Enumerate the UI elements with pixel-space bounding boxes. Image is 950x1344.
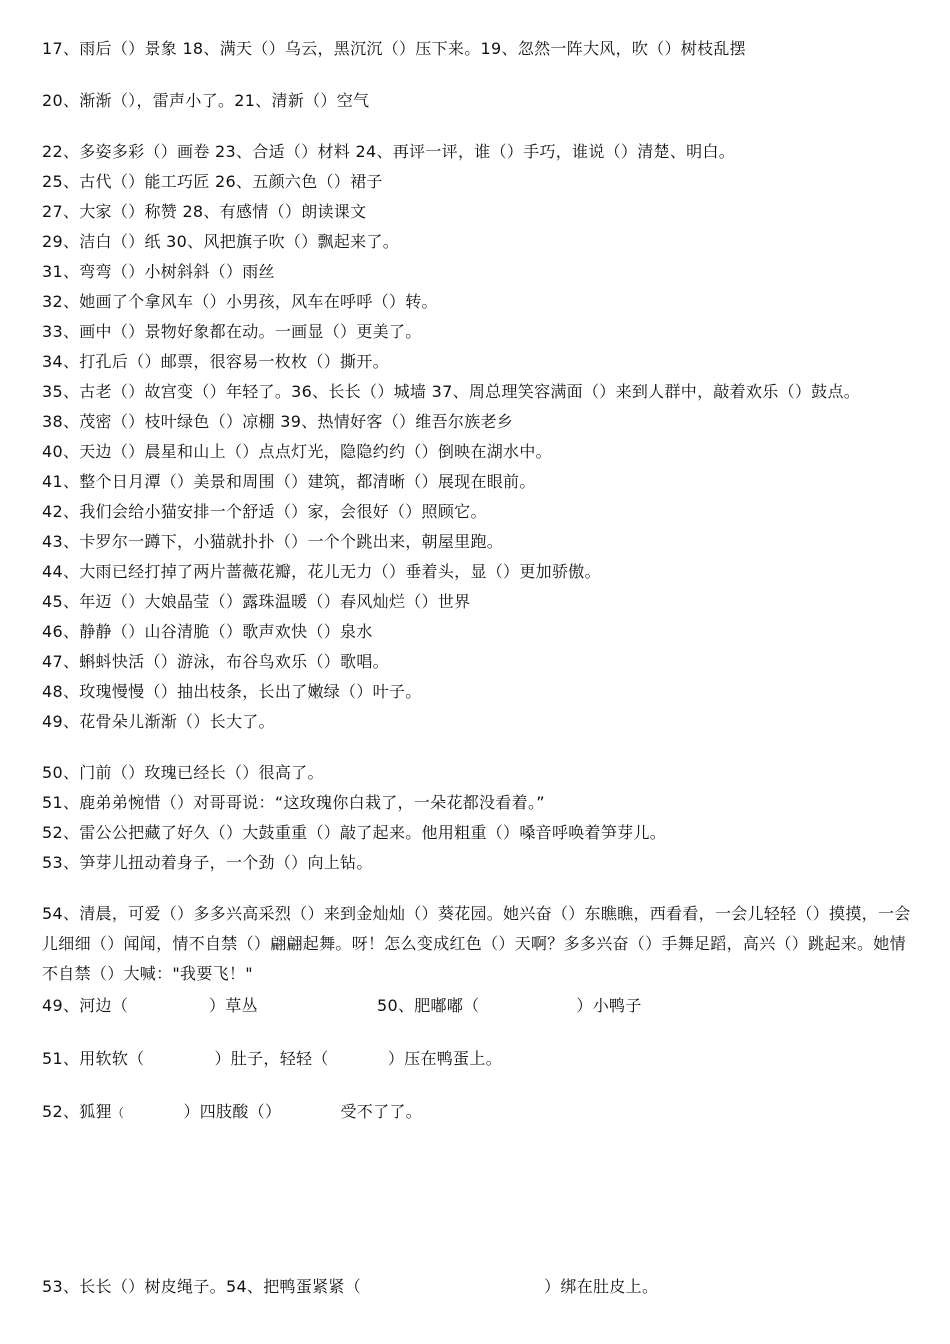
exercise-line: 20、渐渐（），雷声小了。21、清新（）空气	[42, 91, 370, 110]
exercise-line: 34、打孔后（）邮票，很容易一枚枚（）撕开。	[42, 352, 389, 371]
fill-blank-line: 49、河边（ ）草丛	[42, 996, 258, 1015]
exercise-line: 33、画中（）景物好象都在动。一画显（）更美了。	[42, 322, 422, 341]
answer-blank[interactable]	[124, 1102, 183, 1121]
exercise-line: 17、雨后（）景象 18、满天（）乌云，黑沉沉（）压下来。19、忽然一阵大风，吹（）树枝乱摆	[42, 39, 746, 58]
exercise-line: 46、静静（）山谷清脆（）歌声欢快（）泉水	[42, 622, 373, 641]
exercise-line: 51、鹿弟弟惋惜（）对哥哥说：“这玫瑰你白栽了，一朵花都没看着。”	[42, 793, 545, 812]
exercise-line: 53、笋芽儿扭动着身子，一个劲（）向上钻。	[42, 853, 373, 872]
answer-blank[interactable]	[144, 1049, 214, 1068]
fill-blank-line: 50、肥嘟嘟（ ）小鸭子	[377, 996, 642, 1015]
answer-blank[interactable]	[128, 996, 209, 1015]
fill-blank-line: 51、用软软（ ）肚子，轻轻（ ）压在鸭蛋上。	[42, 1049, 502, 1068]
exercise-line: 44、大雨已经打掉了两片蔷薇花瓣，花儿无力（）垂着头，显（）更加骄傲。	[42, 562, 601, 581]
exercise-line: 27、大家（）称赞 28、有感情（）朗读课文	[42, 202, 367, 221]
exercise-line: 40、天边（）晨星和山上（）点点灯光，隐隐约约（）倒映在湖水中。	[42, 442, 552, 461]
exercise-line: 41、整个日月潭（）美景和周围（）建筑，都清晰（）展现在眼前。	[42, 472, 536, 491]
answer-blank[interactable]	[281, 1102, 340, 1121]
exercise-line: 47、蝌蚪快活（）游泳，布谷鸟欢乐（）歌唱。	[42, 652, 389, 671]
exercise-line: 52、雷公公把藏了好久（）大鼓重重（）敲了起来。他用粗重（）嗓音呼唤着笋芽儿。	[42, 823, 667, 842]
answer-blank[interactable]	[479, 996, 576, 1015]
fill-blank-line: 52、狐狸（ ）四肢酸（） 受不了了。	[42, 1102, 423, 1121]
exercise-line: 22、多姿多彩（）画卷 23、合适（）材料 24、再评一评，谁（）手巧，谁说（）清楚、明白。	[42, 142, 736, 161]
exercise-paragraph: 54、清晨，可爱（）多多兴高采烈（）来到金灿灿（）葵花园。她兴奋（）东瞧瞧，西看看，一会儿轻轻（）摸摸，一会儿细细（）闻闻，情不自禁（）翩翩起舞。呀！怎么变成红色（）天啊？多多兴奋（）手舞足蹈，高兴（）跳起来。她情不自禁（）大喊："我要飞！"	[42, 904, 911, 983]
exercise-line: 48、玫瑰慢慢（）抽出枝条，长出了嫩绿（）叶子。	[42, 682, 422, 701]
answer-blank[interactable]	[329, 1049, 388, 1068]
exercise-line: 42、我们会给小猫安排一个舒适（）家，会很好（）照顾它。	[42, 502, 487, 521]
exercise-line: 45、年迈（）大娘晶莹（）露珠温暖（）春风灿烂（）世界	[42, 592, 471, 611]
exercise-line: 49、花骨朵儿渐渐（）长大了。	[42, 712, 275, 731]
answer-blank[interactable]	[361, 1277, 544, 1296]
exercise-line: 29、洁白（）纸 30、风把旗子吹（）飘起来了。	[42, 232, 400, 251]
fill-blank-line: 53、长长（）树皮绳子。54、把鸭蛋紧紧（ ）绑在肚皮上。	[42, 1277, 659, 1296]
exercise-line: 35、古老（）故宫变（）年轻了。36、长长（）城墙 37、周总理笑容满面（）来到人群中，敲着欢乐（）鼓点。	[42, 382, 861, 401]
exercise-line: 32、她画了个拿风车（）小男孩，风车在呼呼（）转。	[42, 292, 438, 311]
exercise-line: 38、茂密（）枝叶绿色（）凉棚 39、热情好客（）维吾尔族老乡	[42, 412, 514, 431]
exercise-line: 50、门前（）玫瑰已经长（）很高了。	[42, 763, 324, 782]
exercise-line: 31、弯弯（）小树斜斜（）雨丝	[42, 262, 275, 281]
exercise-line: 25、古代（）能工巧匠 26、五颜六色（）裙子	[42, 172, 383, 191]
exercise-line: 43、卡罗尔一蹲下，小猫就扑扑（）一个个跳出来，朝屋里跑。	[42, 532, 504, 551]
